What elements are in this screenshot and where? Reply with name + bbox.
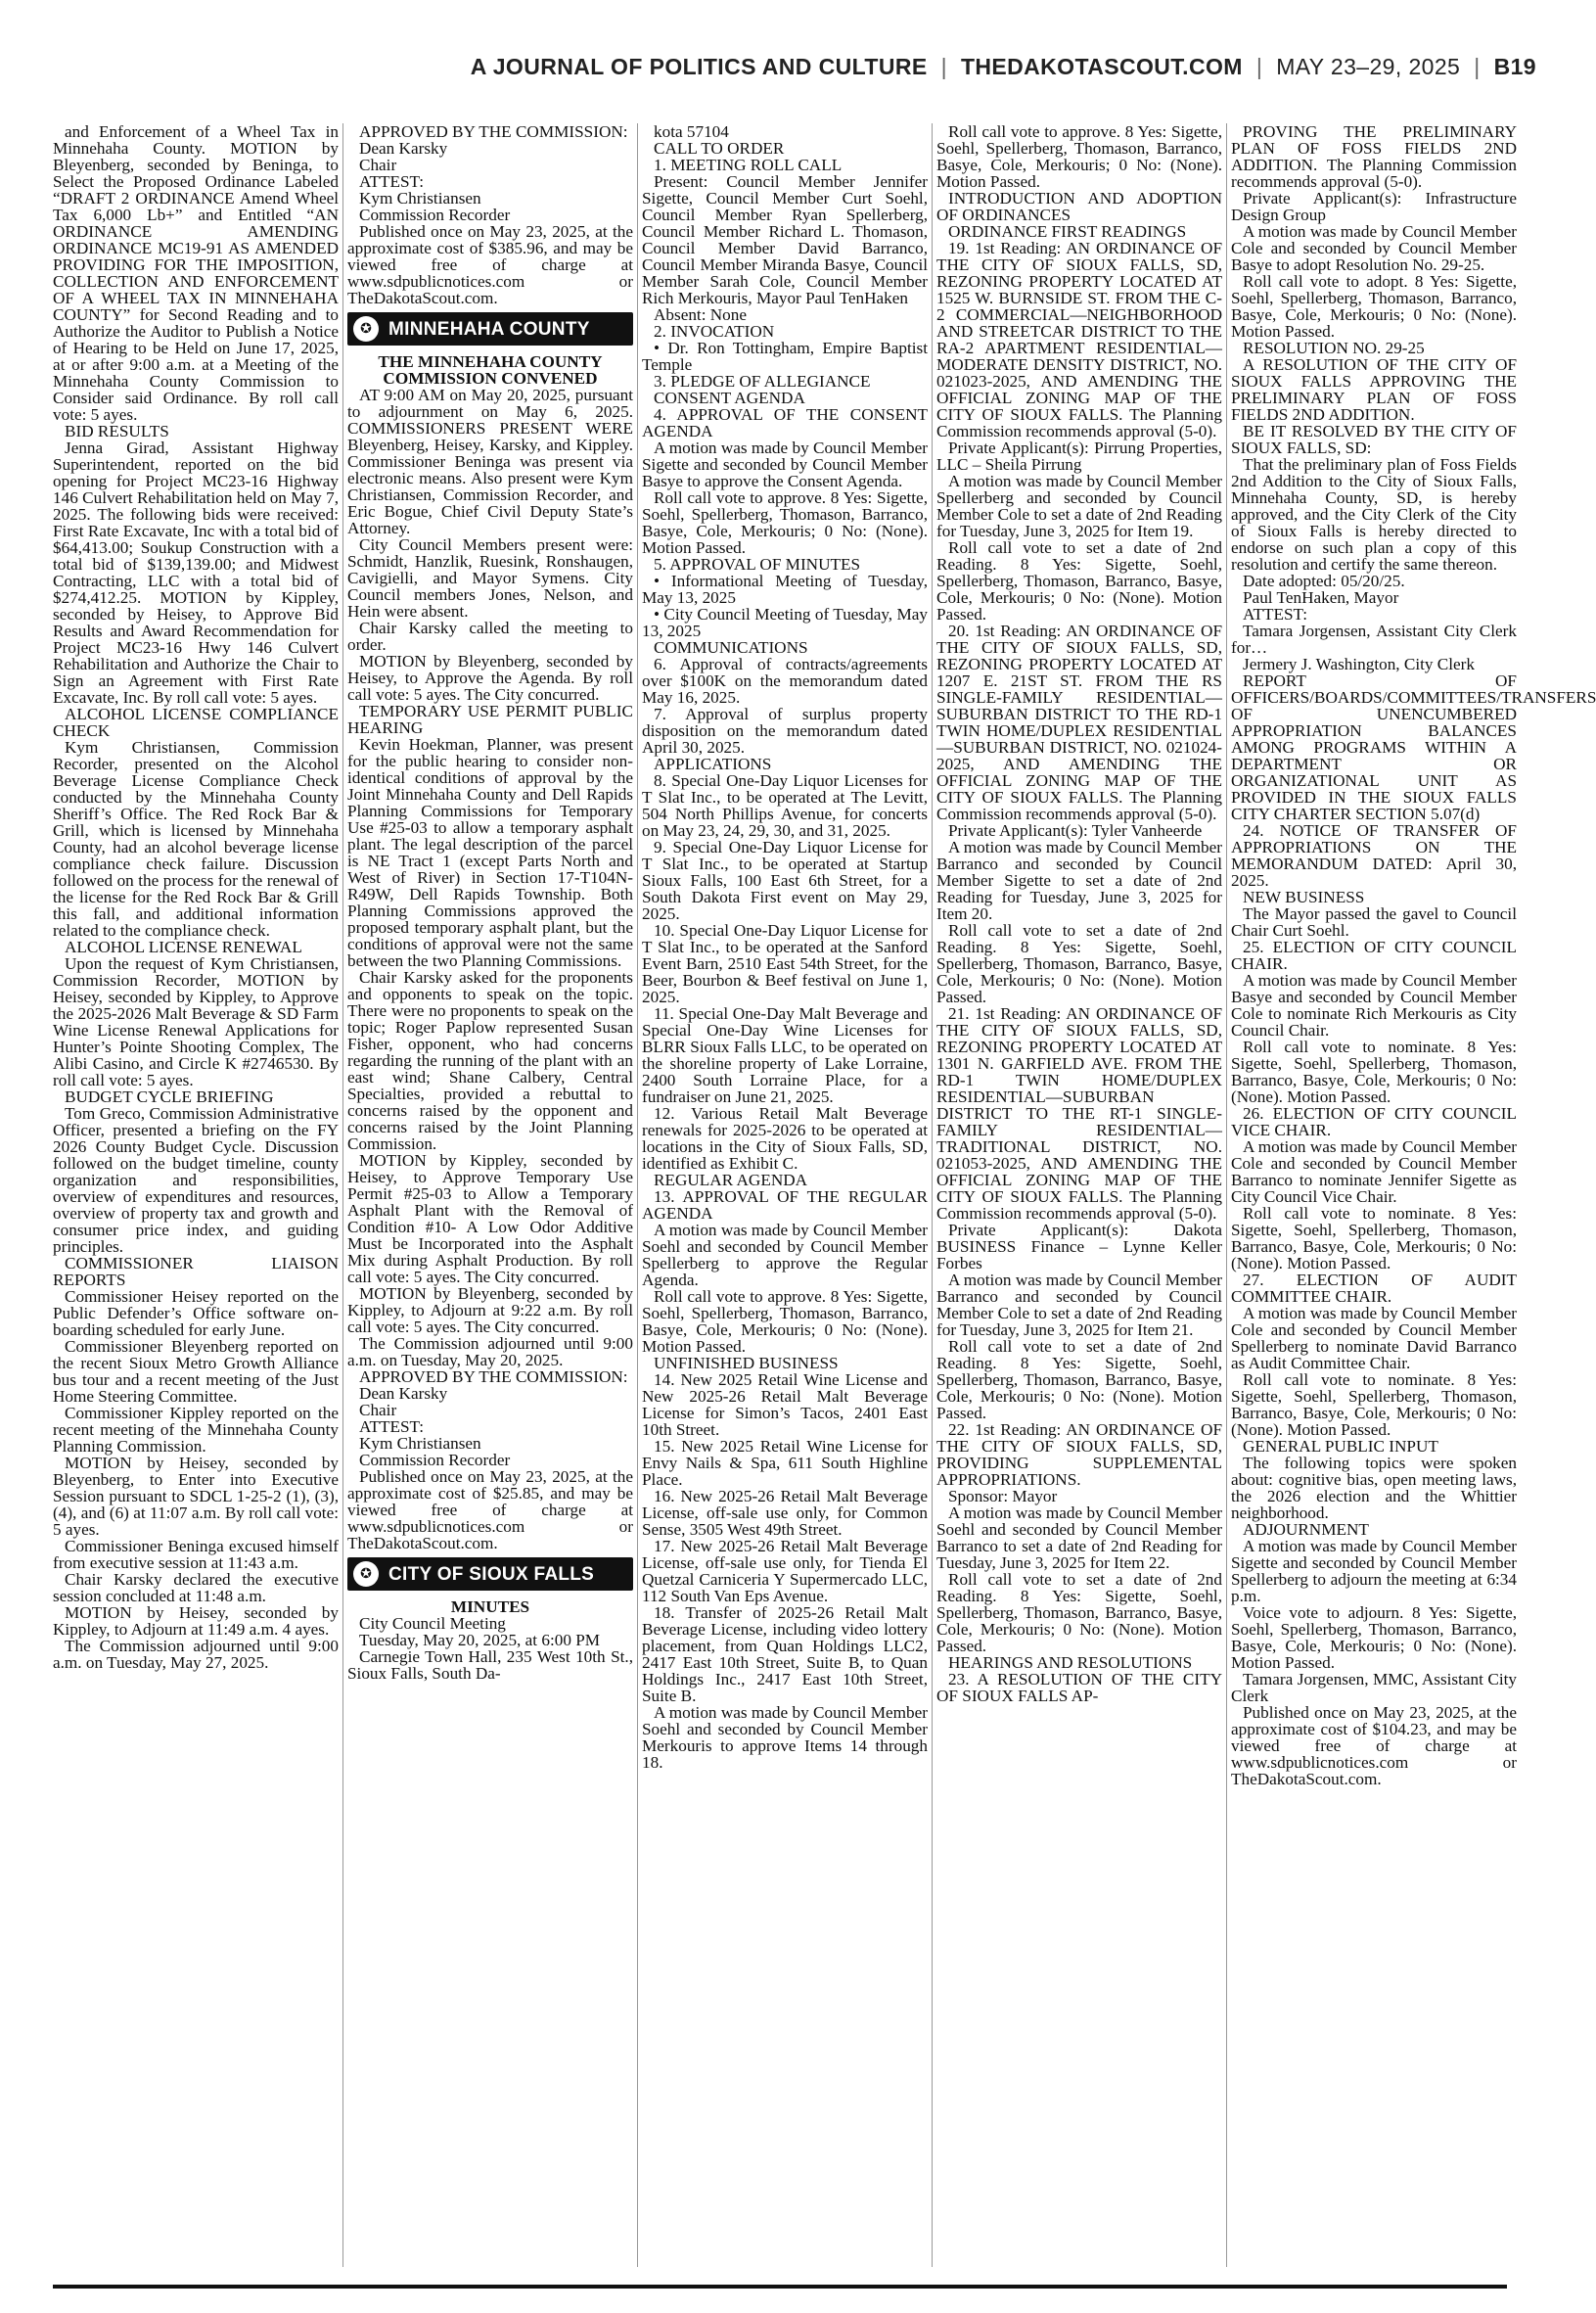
notice-paragraph: Jermery J. Washington, City Clerk <box>1243 655 1475 673</box>
notice-paragraph: Jenna Girad, Assistant Highway Superintendent, reported on the bid opening for Project MC23-16 Highway 146 Culvert Rehabilitation held on May 7, 2025. The following bids were received: First Rate Excavate, Inc with a total bid of $64,413.00; Soukup Construction with a total bid of $139,139.00; and Midwest Contracting, LLC with a total bid of $274,412.25. MOTION by Kippley, seconded by Heisey, to Approve Bid Results and Award Recommendation for Project MC23-16 Hwy 146 Culvert Rehabilitation and Authorize the Chair to Sign an Agreement with First Rate Excavate, Inc. By roll call vote: 5 ayes. <box>53 439 339 707</box>
notice-paragraph: 8. Special One-Day Liquor Licenses for T Slat Inc., to be operated at The Levitt, 504 North Phillips Avenue, for concerts on May 23, 24, 29, 30, and 31, 2025. <box>642 771 928 840</box>
notice-paragraph: Roll call vote to adopt. 8 Yes: Sigette, Soehl, Spellerberg, Thomason, Barranco, Basye, Cole, Merkouris; 0 No: (None). Motion Passed. <box>1231 272 1517 341</box>
notice-paragraph: Dean Karsky <box>359 1384 448 1403</box>
notice-paragraph: 11. Special One-Day Malt Beverage and Special One-Day Wine Licenses for BLRR Sioux Falls LLC, to be operated on the shoreline property of Lake Lorraine, 2400 South Lorraine Place, for a fundraiser on June 21, 2025. <box>642 1004 928 1106</box>
notice-paragraph: A motion was made by Council Member Barranco and seconded by Council Member Cole to set a date of 2nd Reading for Tuesday, June 3, 2025 for Item 21. <box>936 1271 1222 1339</box>
notice-paragraph: CALL TO ORDER <box>654 139 785 158</box>
notice-paragraph: 3. PLEDGE OF ALLEGIANCE <box>654 372 871 391</box>
notice-paragraph: 18. Transfer of 2025-26 Retail Malt Beverage License, including video lottery placement, from Quan Holdings LLC2, 2417 East 10th Street, Suite B, to Quan Holdings Inc., 2417 East 10th Street, Suite B. <box>642 1603 928 1705</box>
notice-paragraph: RESOLUTION NO. 29-25 <box>1243 339 1425 357</box>
notice-paragraph: 5. APPROVAL OF MINUTES <box>654 555 861 574</box>
notice-paragraph: Chair Karsky declared the executive session concluded at 11:48 a.m. <box>53 1570 339 1605</box>
notice-paragraph: GENERAL PUBLIC INPUT <box>1243 1437 1438 1456</box>
notice-paragraph: ORDINANCE FIRST READINGS <box>948 222 1187 241</box>
notice-paragraph: Private Applicant(s): Tyler Vanheerde <box>948 821 1203 840</box>
notice-paragraph: 10. Special One-Day Liquor License for T Slat Inc., to be operated at the Sanford Event Barn, 2510 East 54th Street, for the Beer, Bourbon & Beef festival on June 1, 2025. <box>642 921 928 1006</box>
notice-paragraph: Sponsor: Mayor <box>948 1487 1058 1505</box>
notice-paragraph: Roll call vote to approve. 8 Yes: Sigette, Soehl, Spellerberg, Thomason, Barranco, Basye, Cole, Merkouris; 0 No: (None). Motion Passed. <box>642 1287 928 1356</box>
notice-paragraph: Commissioner Beninga excused himself from executive session at 11:43 a.m. <box>53 1537 339 1572</box>
notice-paragraph: 27. ELECTION OF AUDIT COMMITTEE CHAIR. <box>1231 1271 1517 1306</box>
notice-paragraph: A motion was made by Council Member Basye and seconded by Council Member Cole to nominate Rich Merkouris as City Council Chair. <box>1231 971 1517 1040</box>
banner-title: CITY OF SIOUX FALLS <box>388 1563 595 1585</box>
notice-paragraph: MOTION by Kippley, seconded by Heisey, to Approve Temporary Use Permit #25-03 to Allow a Temporary Asphalt Plant with the Removal of Condition #10- A Low Odor Additive Must be Incorporated into the Asphalt Mix during Asphalt Production. By roll call vote: 5 ayes. The City concurred. <box>347 1151 633 1286</box>
notice-paragraph: Chair Karsky asked for the proponents and opponents to speak on the topic. There were no proponents to speak on the topic; Roger Paplow represented Susan Fisher, opponent, who had concerns regarding the running of the plant with an east wind; Shane Calbery, Central Specialties, provided a rebuttal to concerns raised by the opponent and concerns raised by the Joint Planning Commission. <box>347 968 633 1153</box>
notice-paragraph: A motion was made by Council Member Soehl and seconded by Council Member Barranco to set a date of 2nd Reading for Tuesday, June 3, 2025 for Item 22. <box>936 1503 1222 1572</box>
notice-paragraph: BUDGET CYCLE BRIEFING <box>65 1087 274 1106</box>
notice-paragraph: The Mayor passed the gavel to Council Chair Curt Soehl. <box>1231 904 1517 940</box>
notice-paragraph: 14. New 2025 Retail Wine License and New 2025-26 Retail Malt Beverage License for Simon’s Tacos, 2401 East 10th Street. <box>642 1370 928 1439</box>
notice-paragraph: Roll call vote to approve. 8 Yes: Sigette, Soehl, Spellerberg, Thomason, Barranco, Basye, Cole, Merkouris; 0 No: (None). Motion Passed. <box>642 488 928 557</box>
notice-paragraph: 20. 1st Reading: AN ORDINANCE OF THE CITY OF SIOUX FALLS, SD, REZONING PROPERTY LOCATED AT 1207 E. 21ST ST. FROM THE RS SINGLE-FAMILY RESIDENTIAL—SUBURBAN DISTRICT TO THE RD-1 TWIN HOME/DUPLEX RESIDENTIAL—SUBURBAN DISTRICT, NO. 021024-2025, AND AMENDING THE OFFICIAL ZONING MAP OF THE CITY OF SIOUX FALLS. The Planning Commission recommends approval (5-0). <box>936 622 1222 823</box>
notice-paragraph: Roll call vote to set a date of 2nd Reading. 8 Yes: Sigette, Soehl, Spellerberg, Thomason, Barranco, Basye, Cole, Merkouris; 0 No: (None). Motion Passed. <box>936 1337 1222 1422</box>
notice-paragraph: Tuesday, May 20, 2025, at 6:00 PM <box>359 1631 601 1649</box>
notice-paragraph: ALCOHOL LICENSE COMPLIANCE CHECK <box>53 705 339 740</box>
notice-paragraph: Private Applicant(s): Dakota BUSINESS Finance – Lynne Keller Forbes <box>936 1221 1222 1272</box>
notice-paragraph: 4. APPROVAL OF THE CONSENT AGENDA <box>642 405 928 440</box>
notice-paragraph: Tamara Jorgensen, Assistant City Clerk for… <box>1231 622 1517 657</box>
notice-paragraph: TEMPORARY USE PERMIT PUBLIC HEARING <box>347 702 633 737</box>
notice-paragraph: HEARINGS AND RESOLUTIONS <box>948 1653 1193 1672</box>
notice-paragraph: 15. New 2025 Retail Wine License for Envy Nails & Spa, 611 South Highline Place. <box>642 1437 928 1489</box>
notice-paragraph: COMMUNICATIONS <box>654 638 808 657</box>
notice-paragraph: 26. ELECTION OF CITY COUNCIL VICE CHAIR. <box>1231 1104 1517 1139</box>
notice-paragraph: Absent: None <box>654 305 747 324</box>
notice-paragraph: Published once on May 23, 2025, at the approximate cost of $385.96, and may be viewed free of charge at www.sdpublicnotices.com or TheDakotaScout.com. <box>347 222 633 307</box>
notice-paragraph: Present: Council Member Jennifer Sigette, Council Member Curt Soehl, Council Member Ryan Spellerberg, Council Member Richard L. Thomason, Council Member David Barranco, Council Member Miranda Basye, Council Member Sarah Cole, Council Member Rich Merkouris, Mayor Paul TenHaken <box>642 172 928 307</box>
notice-paragraph: 7. Approval of surplus property disposition on the memorandum dated April 30, 2025. <box>642 705 928 757</box>
notice-paragraph: Voice vote to adjourn. 8 Yes: Sigette, Soehl, Spellerberg, Thomason, Barranco, Basye, Cole, Merkouris; 0 No: (None). Motion Passed. <box>1231 1603 1517 1672</box>
notice-paragraph: A motion was made by Council Member Cole and seconded by Council Member Barranco to nominate Jennifer Sigette as City Council Vice Chair. <box>1231 1137 1517 1206</box>
notice-paragraph: 24. NOTICE OF TRANSFER OF APPROPRIATIONS ON THE MEMORANDUM DATED: April 30, 2025. <box>1231 821 1517 890</box>
notice-paragraph: Roll call vote to set a date of 2nd Reading. 8 Yes: Sigette, Soehl, Spellerberg, Thomason, Barranco, Basye, Cole, Merkouris; 0 No: (None). Motion Passed. <box>936 1570 1222 1655</box>
notice-paragraph: A motion was made by Council Member Soehl and seconded by Council Member Merkouris to approve Items 14 through 18. <box>642 1703 928 1772</box>
seal-icon: ✪ <box>353 316 379 342</box>
bottom-rule <box>53 2285 1507 2289</box>
notice-paragraph: A motion was made by Council Member Barranco and seconded by Council Member Sigette to set a date of 2nd Reading for Tuesday, June 3, 2025 for Item 20. <box>936 838 1222 923</box>
seal-icon: ✪ <box>353 1561 379 1587</box>
column-5 <box>1231 122 1596 2267</box>
notice-title: MINUTES <box>450 1597 530 1616</box>
notice-paragraph: City Council Members present were: Schmidt, Hanzlik, Ruesink, Ronshaugen, Cavigielli, and Mayor Symens. City Council members Jones, Nelson, and Hein were absent. <box>347 535 633 621</box>
notice-paragraph: ATTEST: <box>359 1417 424 1436</box>
notice-paragraph: • Informational Meeting of Tuesday, May 13, 2025 <box>642 572 928 607</box>
notice-paragraph: A motion was made by Council Member Spellerberg and seconded by Council Member Cole to set a date of 2nd Reading for Tuesday, June 3, 2025 for Item 19. <box>936 472 1222 540</box>
notice-paragraph: 1. MEETING ROLL CALL <box>654 156 843 174</box>
notice-paragraph: MOTION by Bleyenberg, seconded by Heisey, to Approve the Agenda. By roll call vote: 5 ayes. The City concurred. <box>347 652 633 704</box>
column-divider <box>342 123 343 2267</box>
notice-paragraph: BID RESULTS <box>65 422 169 440</box>
notice-paragraph: 21. 1st Reading: AN ORDINANCE OF THE CITY OF SIOUX FALLS, SD, REZONING PROPERTY LOCATED AT 1301 N. GARFIELD AVE. FROM THE RD-1 TWIN HOME/DUPLEX RESIDENTIAL—SUBURBAN DISTRICT TO THE RT-1 SINGLE-FAMILY RESIDENTIAL—TRADITIONAL DISTRICT, NO. 021053-2025, AND AMENDING THE OFFICIAL ZONING MAP OF THE CITY OF SIOUX FALLS. The Planning Commission recommends approval (5-0). <box>936 1004 1222 1223</box>
notice-paragraph: INTRODUCTION AND ADOPTION OF ORDINANCES <box>936 189 1222 224</box>
notice-paragraph: Roll call vote to nominate. 8 Yes: Sigette, Soehl, Spellerberg, Thomason, Barranco, Basye, Cole, Merkouris; 0 No: (None). Motion Passed. <box>1231 1204 1517 1272</box>
notice-paragraph: UNFINISHED BUSINESS <box>654 1354 839 1372</box>
notice-paragraph: A RESOLUTION OF THE CITY OF SIOUX FALLS APPROVING THE PRELIMINARY PLAN OF FOSS FIELDS 2ND ADDITION. <box>1231 355 1517 424</box>
notices-page <box>53 122 1596 2267</box>
notice-paragraph: NEW BUSINESS <box>1243 888 1365 906</box>
banner-title: MINNEHAHA COUNTY <box>388 318 590 340</box>
notice-paragraph: 25. ELECTION OF CITY COUNCIL CHAIR. <box>1231 938 1517 973</box>
notice-paragraph: Paul TenHaken, Mayor <box>1243 588 1399 607</box>
notice-paragraph: Tom Greco, Commission Administrative Officer, presented a briefing on the FY 2026 County Budget Cycle. Discussion followed on the budget timeline, county organization and responsibilities, overview of expenditures and resources, overview of property tax and growth and consumer price index, and guiding principles. <box>53 1104 339 1256</box>
page-number: B19 <box>1493 53 1536 79</box>
notice-paragraph: PROVING THE PRELIMINARY PLAN OF FOSS FIELDS 2ND ADDITION. The Planning Commission recommends approval (5-0). <box>1231 122 1517 191</box>
notice-paragraph: 13. APPROVAL OF THE REGULAR AGENDA <box>642 1187 928 1223</box>
minnehaha-county-banner <box>347 312 633 346</box>
notice-paragraph: REPORT OF OFFICERS/BOARDS/COMMITTEES/TRANSFERS OF UNENCUMBERED APPROPRIATION BALANCES AMONG PROGRAMS WITHIN A DEPARTMENT OR ORGANIZATIONAL UNIT AS PROVIDED IN THE SIOUX FALLS CITY CHARTER SECTION 5.07(d) <box>1231 671 1596 823</box>
notice-paragraph: kota 57104 <box>654 122 729 141</box>
notice-title: THE MINNEHAHA COUNTY COMMISSION CONVENED <box>378 352 603 388</box>
notice-paragraph: APPLICATIONS <box>654 755 772 773</box>
notice-paragraph: Carnegie Town Hall, 235 West 10th St., Sioux Falls, South Da- <box>347 1647 633 1683</box>
notice-paragraph: Chair <box>359 1401 397 1419</box>
notice-paragraph: Dean Karsky <box>359 139 448 158</box>
notice-paragraph: Commissioner Bleyenberg reported on the recent Sioux Metro Growth Alliance bus tour and a recent meeting of the Just Home Steering Committee. <box>53 1337 339 1406</box>
page-header <box>471 49 1536 84</box>
notice-paragraph: ATTEST: <box>359 172 424 191</box>
notice-paragraph: ATTEST: <box>1243 605 1307 624</box>
notice-paragraph: COMMISSIONER LIAISON REPORTS <box>53 1254 339 1289</box>
notice-paragraph: Roll call vote to nominate. 8 Yes: Sigette, Soehl, Spellerberg, Thomason, Barranco, Basye, Cole, Merkouris; 0 No: (None). Motion Passed. <box>1231 1038 1517 1106</box>
column-divider <box>1226 123 1227 2267</box>
notice-paragraph: 22. 1st Reading: AN ORDINANCE OF THE CITY OF SIOUX FALLS, SD, PROVIDING SUPPLEMENTAL APPROPRIATIONS. <box>936 1420 1222 1489</box>
notice-paragraph: 12. Various Retail Malt Beverage renewals for 2025-2026 to be operated at locations in the City of Sioux Falls, SD, identified as Exhibit C. <box>642 1104 928 1173</box>
notice-paragraph: A motion was made by Council Member Cole and seconded by Council Member Spellerberg to nominate David Barranco as Audit Committee Chair. <box>1231 1304 1517 1372</box>
notice-paragraph: Kym Christiansen, Commission Recorder, presented on the Alcohol Beverage License Compliance Check conducted by the Minnehaha County Sheriff’s Office. The Red Rock Bar & Grill, which is licensed by Minnehaha County, had an alcohol beverage license compliance check failure. Discussion followed on the process for the renewal of the license for the Red Rock Bar & Grill this fall, and additional information related to the compliance check. <box>53 738 339 940</box>
notice-paragraph: 23. A RESOLUTION OF THE CITY OF SIOUX FALLS AP- <box>936 1670 1222 1705</box>
notice-paragraph: That the preliminary plan of Foss Fields 2nd Addition to the City of Sioux Falls, Minnehaha County, SD, is hereby approved, and the City Clerk of the City of Sioux Falls is hereby directed to endorse on such plan a copy of this resolution and certify the same thereon. <box>1231 455 1517 574</box>
sioux-falls-banner <box>347 1557 633 1591</box>
notice-paragraph: Published once on May 23, 2025, at the approximate cost of $25.85, and may be viewed free of charge at www.sdpublicnotices.com or TheDakotaScout.com. <box>347 1467 633 1552</box>
notice-paragraph: The Commission adjourned until 9:00 a.m. on Tuesday, May 27, 2025. <box>53 1637 339 1672</box>
notice-paragraph: BE IT RESOLVED BY THE CITY OF SIOUX FALLS, SD: <box>1231 422 1517 457</box>
notice-paragraph: A motion was made by Council Member Sigette and seconded by Council Member Spellerberg to adjourn the meeting at 6:34 p.m. <box>1231 1537 1517 1605</box>
notice-paragraph: REGULAR AGENDA <box>654 1171 808 1189</box>
notice-paragraph: 17. New 2025-26 Retail Malt Beverage License, off-sale use only, for Tienda El Quetzal Carniceria Y Supermercado LLC, 112 South Van Eps Avenue. <box>642 1537 928 1605</box>
column-divider <box>932 123 933 2267</box>
journal-tagline: A JOURNAL OF POLITICS AND CULTURE <box>470 53 928 79</box>
notice-paragraph: Date adopted: 05/20/25. <box>1243 572 1405 590</box>
notice-paragraph: The following topics were spoken about: cognitive bias, open meeting laws, the 2026 election and the Whittier neighborhood. <box>1231 1454 1517 1522</box>
notice-paragraph: APPROVED BY THE COMMISSION: <box>359 1367 628 1386</box>
notice-paragraph: The Commission adjourned until 9:00 a.m. on Tuesday, May 20, 2025. <box>347 1334 633 1369</box>
notice-paragraph: AT 9:00 AM on May 20, 2025, pursuant to adjournment on May 6, 2025. COMMISSIONERS PRESENT WERE Bleyenberg, Heisey, Karsky, and Kippley. Commissioner Beninga was present via electronic means. Also present were Kym Christiansen, Commission Recorder, and Eric Bogue, Chief Civil Deputy State’s Attorney. <box>347 386 633 537</box>
issue-date: MAY 23–29, 2025 <box>1276 53 1461 79</box>
notice-paragraph: Kym Christiansen <box>359 189 481 208</box>
notice-paragraph: Roll call vote to nominate. 8 Yes: Sigette, Soehl, Spellerberg, Thomason, Barranco, Basye, Cole, Merkouris; 0 No: (None). Motion Passed. <box>1231 1370 1517 1439</box>
column-2 <box>347 123 633 2267</box>
notice-paragraph: and Enforcement of a Wheel Tax in Minnehaha County. MOTION by Bleyenberg, seconded by Beninga, to Select the Proposed Ordinance Labeled “DRAFT 2 ORDINANCE Amend Wheel Tax 6,000 Lb+” and Entitled “AN ORDINANCE AMENDING ORDINANCE MC19-91 AS AMENDED PROVIDING FOR THE IMPOSITION, COLLECTION AND ENFORCEMENT OF A WHEEL TAX IN MINNEHAHA COUNTY” for Second Reading and to Authorize the Auditor to Publish a Notice of Hearing to be Held on June 17, 2025, at or after 9:00 a.m. at a Meeting of the Minnehaha County Commission to Consider said Ordinance. By roll call vote: 5 ayes. <box>53 122 339 424</box>
notice-paragraph: MOTION by Heisey, seconded by Bleyenberg, to Enter into Executive Session pursuant to SDCL 1-25-2 (1), (3), (4), and (6) at 11:07 a.m. By roll call vote: 5 ayes. <box>53 1454 339 1539</box>
notice-paragraph: Commissioner Heisey reported on the Public Defender’s Office software on-boarding scheduled for early June. <box>53 1287 339 1339</box>
notice-paragraph: Kevin Hoekman, Planner, was present for the public hearing to consider non-identical conditions of approval by the Joint Minnehaha County and Dell Rapids Planning Commissions for Temporary Use #25-03 to allow a temporary asphalt plant. The legal description of the parcel is NE Tract 1 (except Parts North and West of River) in Section 17-T104N-R49W, Dell Rapids Township. Both Planning Commissions approved the proposed temporary asphalt plant, but the conditions of approval were not the same between the two Planning Commissions. <box>347 735 633 970</box>
notice-paragraph: Published once on May 23, 2025, at the approximate cost of $104.23, and may be viewed free of charge at www.sdpublicnotices.com or TheDakotaScout.com. <box>1231 1703 1517 1788</box>
notice-paragraph: 16. New 2025-26 Retail Malt Beverage License, off-sale use only, for Common Sense, 3505 West 49th Street. <box>642 1487 928 1539</box>
notice-paragraph: Upon the request of Kym Christiansen, Commission Recorder, MOTION by Heisey, seconded by Kippley, to Approve the 2025-2026 Malt Beverage & SD Farm Wine License Renewal Applications for Hunter’s Pointe Shooting Complex, The Alibi Casino, and Circle K #2746530. By roll call vote: 5 ayes. <box>53 954 339 1089</box>
notice-paragraph: A motion was made by Council Member Cole and seconded by Council Member Basye to adopt Resolution No. 29-25. <box>1231 222 1517 274</box>
notice-paragraph: 19. 1st Reading: AN ORDINANCE OF THE CITY OF SIOUX FALLS, SD, REZONING PROPERTY LOCATED AT 1525 W. BURNSIDE ST. FROM THE C-2 COMMERCIAL—NEIGHBORHOOD AND STREETCAR DISTRICT TO THE RA-2 APARTMENT RESIDENTIAL—MODERATE DENSITY DISTRICT, NO. 021023-2025, AND AMENDING THE OFFICIAL ZONING MAP OF THE CITY OF SIOUX FALLS. The Planning Commission recommends approval (5-0). <box>936 239 1222 440</box>
notice-paragraph: City Council Meeting <box>359 1614 506 1633</box>
notice-paragraph: Chair Karsky called the meeting to order. <box>347 619 633 654</box>
header-separator: | <box>1255 53 1263 79</box>
column-4 <box>936 123 1222 2267</box>
notice-paragraph: Kym Christiansen <box>359 1434 481 1453</box>
notice-paragraph: APPROVED BY THE COMMISSION: <box>359 122 628 141</box>
site-name[interactable]: THEDAKOTASCOUT.COM <box>960 53 1243 79</box>
header-separator: | <box>1474 53 1481 79</box>
notice-paragraph: Commissioner Kippley reported on the recent meeting of the Minnehaha County Planning Commission. <box>53 1404 339 1456</box>
notice-paragraph: Roll call vote to approve. 8 Yes: Sigette, Soehl, Spellerberg, Thomason, Barranco, Basye, Cole, Merkouris; 0 No: (None). Motion Passed. <box>936 122 1222 191</box>
notice-paragraph: Roll call vote to set a date of 2nd Reading. 8 Yes: Sigette, Soehl, Spellerberg, Thomason, Barranco, Basye, Cole, Merkouris; 0 No: (None). Motion Passed. <box>936 921 1222 1006</box>
notice-paragraph: Private Applicant(s): Infrastructure Design Group <box>1231 189 1517 224</box>
notice-paragraph: Chair <box>359 156 397 174</box>
notice-paragraph: • City Council Meeting of Tuesday, May 13, 2025 <box>642 605 928 640</box>
column-1 <box>53 123 339 2267</box>
notice-paragraph: Roll call vote to set a date of 2nd Reading. 8 Yes: Sigette, Soehl, Spellerberg, Thomason, Barranco, Basye, Cole, Merkouris; 0 No: (None). Motion Passed. <box>936 538 1222 624</box>
header-separator: | <box>940 53 947 79</box>
notice-paragraph: Commission Recorder <box>359 1451 511 1469</box>
notice-paragraph: ADJOURNMENT <box>1243 1520 1369 1539</box>
column-divider <box>637 123 638 2267</box>
notice-paragraph: ALCOHOL LICENSE RENEWAL <box>65 938 302 956</box>
notice-paragraph: 2. INVOCATION <box>654 322 775 341</box>
notice-paragraph: MOTION by Heisey, seconded by Kippley, to Adjourn at 11:49 a.m. 4 ayes. <box>53 1603 339 1639</box>
notice-paragraph: • Dr. Ron Tottingham, Empire Baptist Temple <box>642 339 928 374</box>
notice-paragraph: A motion was made by Council Member Soehl and seconded by Council Member Spellerberg to approve the Regular Agenda. <box>642 1221 928 1289</box>
notice-paragraph: MOTION by Bleyenberg, seconded by Kippley, to Adjourn at 9:22 a.m. By roll call vote: 5 ayes. The City concurred. <box>347 1284 633 1336</box>
notice-paragraph: CONSENT AGENDA <box>654 389 805 407</box>
notice-paragraph: 6. Approval of contracts/agreements over $100K on the memorandum dated May 16, 2025. <box>642 655 928 707</box>
notice-paragraph: 9. Special One-Day Liquor License for T Slat Inc., to be operated at Startup Sioux Falls, 100 East 6th Street, for a South Dakota First event on May 29, 2025. <box>642 838 928 923</box>
notice-paragraph: Tamara Jorgensen, MMC, Assistant City Clerk <box>1231 1670 1517 1705</box>
notice-paragraph: A motion was made by Council Member Sigette and seconded by Council Member Basye to approve the Consent Agenda. <box>642 439 928 490</box>
notice-paragraph: Commission Recorder <box>359 206 511 224</box>
column-3 <box>642 123 928 2267</box>
notice-paragraph: Private Applicant(s): Pirrung Properties, LLC – Sheila Pirrung <box>936 439 1222 474</box>
